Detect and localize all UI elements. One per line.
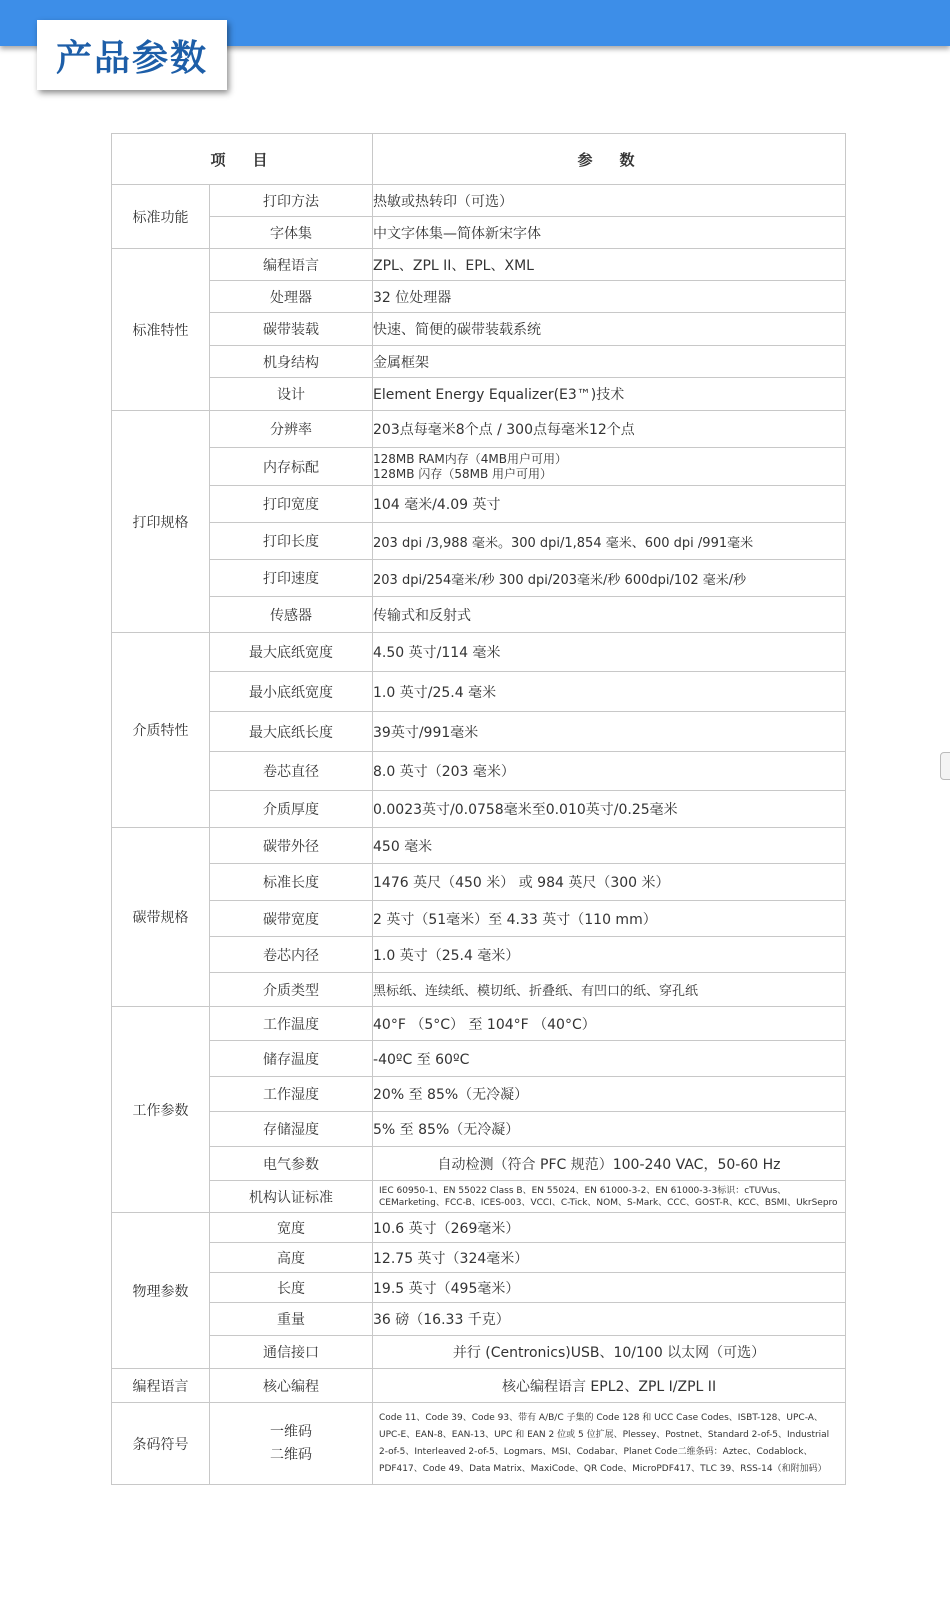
category-cell: 条码符号	[112, 1403, 210, 1485]
value-cell: 1476 英尺（450 米） 或 984 英尺（300 米）	[373, 864, 846, 901]
item-cell: 处理器	[210, 281, 373, 313]
item-cell: 编程语言	[210, 249, 373, 281]
memory-ram-text: 128MB RAM内存（4MB用户可用）	[373, 451, 567, 466]
table-row	[112, 378, 846, 411]
table-row	[112, 1181, 846, 1213]
value-cell: 39英寸/991毫米	[373, 712, 846, 752]
item-cell: 机构认证标准	[210, 1181, 373, 1213]
value-cell: 热敏或热转印（可选）	[373, 185, 846, 217]
page-title: 产品参数	[55, 36, 208, 79]
category-cell: 物理参数	[112, 1213, 210, 1369]
side-scroll-tab[interactable]	[940, 752, 950, 780]
value-cell: 中文字体集—简体新宋字体	[373, 217, 846, 249]
value-cell: 20% 至 85%（无冷凝）	[373, 1077, 846, 1112]
page-title-box	[37, 20, 227, 90]
item-cell: 工作湿度	[210, 1077, 373, 1112]
table-row	[112, 1369, 846, 1403]
value-cell: 8.0 英寸（203 毫米）	[373, 752, 846, 791]
value-cell: IEC 60950-1、EN 55022 Class B、EN 55024、EN 61000-3-2、EN 61000-3-3标识：cTUVus、CEMarketing、FCC-B、ICES-003、VCCI、C-Tick、NOM、S-Mark、CCC、GOST-R、KCC、BSMI、UkrSepro	[373, 1181, 846, 1213]
item-cell: 打印方法	[210, 185, 373, 217]
table-row	[112, 249, 846, 281]
table-row	[112, 281, 846, 313]
item-cell: 长度	[210, 1273, 373, 1303]
value-cell: ZPL、ZPL II、EPL、XML	[373, 249, 846, 281]
category-cell: 编程语言	[112, 1369, 210, 1403]
item-cell: 打印长度	[210, 523, 373, 560]
value-cell: 10.6 英寸（269毫米）	[373, 1213, 846, 1243]
value-cell: 36 磅（16.33 千克）	[373, 1303, 846, 1336]
value-cell: 传输式和反射式	[373, 597, 846, 633]
value-cell: 203 dpi /3,988 毫米。300 dpi/1,854 毫米、600 dpi /991毫米	[373, 523, 846, 560]
item-cell: 卷芯内径	[210, 937, 373, 973]
category-cell: 打印规格	[112, 411, 210, 633]
value-cell: 104 毫米/4.09 英寸	[373, 486, 846, 523]
value-cell: Element Energy Equalizer(E3™)技术	[373, 378, 846, 411]
table-row	[112, 523, 846, 560]
value-cell: 5% 至 85%（无冷凝）	[373, 1112, 846, 1147]
value-cell: 金属框架	[373, 346, 846, 378]
value-cell: 核心编程语言 EPL2、ZPL I/ZPL II	[373, 1369, 846, 1403]
category-cell: 工作参数	[112, 1007, 210, 1213]
value-cell: 2 英寸（51毫米）至 4.33 英寸（110 mm）	[373, 901, 846, 937]
value-cell: 19.5 英寸（495毫米）	[373, 1273, 846, 1303]
value-cell: 40°F （5°C） 至 104°F （40°C）	[373, 1007, 846, 1041]
table-row	[112, 973, 846, 1007]
value-cell: 0.0023英寸/0.0758毫米至0.010英寸/0.25毫米	[373, 791, 846, 828]
table-row	[112, 1336, 846, 1369]
value-cell: 32 位处理器	[373, 281, 846, 313]
item-cell: 宽度	[210, 1213, 373, 1243]
value-cell: 1.0 英寸/25.4 毫米	[373, 672, 846, 712]
value-cell: 4.50 英寸/114 毫米	[373, 633, 846, 672]
item-cell: 打印宽度	[210, 486, 373, 523]
table-row	[112, 1303, 846, 1336]
item-cell: 高度	[210, 1243, 373, 1273]
table-row	[112, 828, 846, 864]
value-cell: 1.0 英寸（25.4 毫米）	[373, 937, 846, 973]
value-cell: Code 11、Code 39、Code 93、带有 A/B/C 子集的 Code 128 和 UCC Case Codes、ISBT-128、UPC-A、UPC-E、EAN-8、EAN-13、UPC 和 EAN 2 位或 5 位扩展、Plessey、Postnet、Standard 2-of-5、Industrial 2-of-5、Interleaved 2-of-5、Logmars、MSI、Codabar、Planet Code二维条码：Aztec、Codablock、PDF417、Code 49、Data Matrix、MaxiCode、QR Code、MicroPDF417、TLC 39、RSS-14（和附加码）	[373, 1403, 846, 1485]
item-cell: 打印速度	[210, 560, 373, 597]
barcode-2d-label: 二维码	[270, 1446, 312, 1463]
item-cell: 碳带宽度	[210, 901, 373, 937]
item-cell: 最大底纸长度	[210, 712, 373, 752]
table-row	[112, 864, 846, 901]
item-cell: 核心编程	[210, 1369, 373, 1403]
table-row	[112, 1112, 846, 1147]
table-row	[112, 486, 846, 523]
table-row	[112, 712, 846, 752]
table-row	[112, 1243, 846, 1273]
table-row	[112, 1403, 846, 1485]
item-cell: 标准长度	[210, 864, 373, 901]
item-cell: 最小底纸宽度	[210, 672, 373, 712]
item-cell	[210, 1403, 373, 1485]
item-cell: 介质类型	[210, 973, 373, 1007]
item-cell: 介质厚度	[210, 791, 373, 828]
spec-table	[111, 133, 846, 1485]
table-row	[112, 1041, 846, 1077]
table-row	[112, 597, 846, 633]
category-cell: 标准特性	[112, 249, 210, 411]
item-cell: 电气参数	[210, 1147, 373, 1181]
category-cell: 标准功能	[112, 185, 210, 249]
value-cell: 203点每毫米8个点 / 300点每毫米12个点	[373, 411, 846, 448]
value-cell: -40ºC 至 60ºC	[373, 1041, 846, 1077]
item-cell: 分辨率	[210, 411, 373, 448]
table-row	[112, 185, 846, 217]
value-cell: 自动检测（符合 PFC 规范）100-240 VAC，50-60 Hz	[373, 1147, 846, 1181]
item-cell: 内存标配	[210, 448, 373, 486]
category-cell: 碳带规格	[112, 828, 210, 1007]
item-cell: 碳带装载	[210, 313, 373, 346]
table-row	[112, 791, 846, 828]
table-row	[112, 560, 846, 597]
table-header-row	[112, 134, 846, 185]
column-header-item: 项 目	[112, 134, 373, 185]
table-row	[112, 448, 846, 486]
value-cell: 203 dpi/254毫米/秒 300 dpi/203毫米/秒 600dpi/102 毫米/秒	[373, 560, 846, 597]
table-row	[112, 1273, 846, 1303]
barcode-1d-label: 一维码	[270, 1423, 312, 1440]
table-row	[112, 1213, 846, 1243]
item-cell: 设计	[210, 378, 373, 411]
table-row	[112, 1077, 846, 1112]
table-row	[112, 1147, 846, 1181]
column-header-param: 参 数	[373, 134, 846, 185]
item-cell: 碳带外径	[210, 828, 373, 864]
table-row	[112, 217, 846, 249]
item-cell: 工作温度	[210, 1007, 373, 1041]
table-row	[112, 901, 846, 937]
table-row	[112, 672, 846, 712]
table-row	[112, 1007, 846, 1041]
item-cell: 传感器	[210, 597, 373, 633]
item-cell: 储存温度	[210, 1041, 373, 1077]
value-cell: 快速、简便的碳带装载系统	[373, 313, 846, 346]
table-row	[112, 752, 846, 791]
table-row	[112, 313, 846, 346]
item-cell: 重量	[210, 1303, 373, 1336]
table-row	[112, 633, 846, 672]
item-cell: 最大底纸宽度	[210, 633, 373, 672]
item-cell: 字体集	[210, 217, 373, 249]
item-cell: 机身结构	[210, 346, 373, 378]
category-cell: 介质特性	[112, 633, 210, 828]
item-cell: 通信接口	[210, 1336, 373, 1369]
value-cell: 450 毫米	[373, 828, 846, 864]
table-row	[112, 937, 846, 973]
value-cell: 黑标纸、连续纸、模切纸、折叠纸、有凹口的纸、穿孔纸	[373, 973, 846, 1007]
memory-flash-text: 128MB 闪存（58MB 用户可用）	[373, 466, 552, 481]
item-cell: 卷芯直径	[210, 752, 373, 791]
value-cell: 并行 (Centronics)USB、10/100 以太网（可选）	[373, 1336, 846, 1369]
value-cell: 12.75 英寸（324毫米）	[373, 1243, 846, 1273]
value-cell	[373, 448, 846, 486]
table-row	[112, 411, 846, 448]
item-cell: 存储湿度	[210, 1112, 373, 1147]
table-row	[112, 346, 846, 378]
